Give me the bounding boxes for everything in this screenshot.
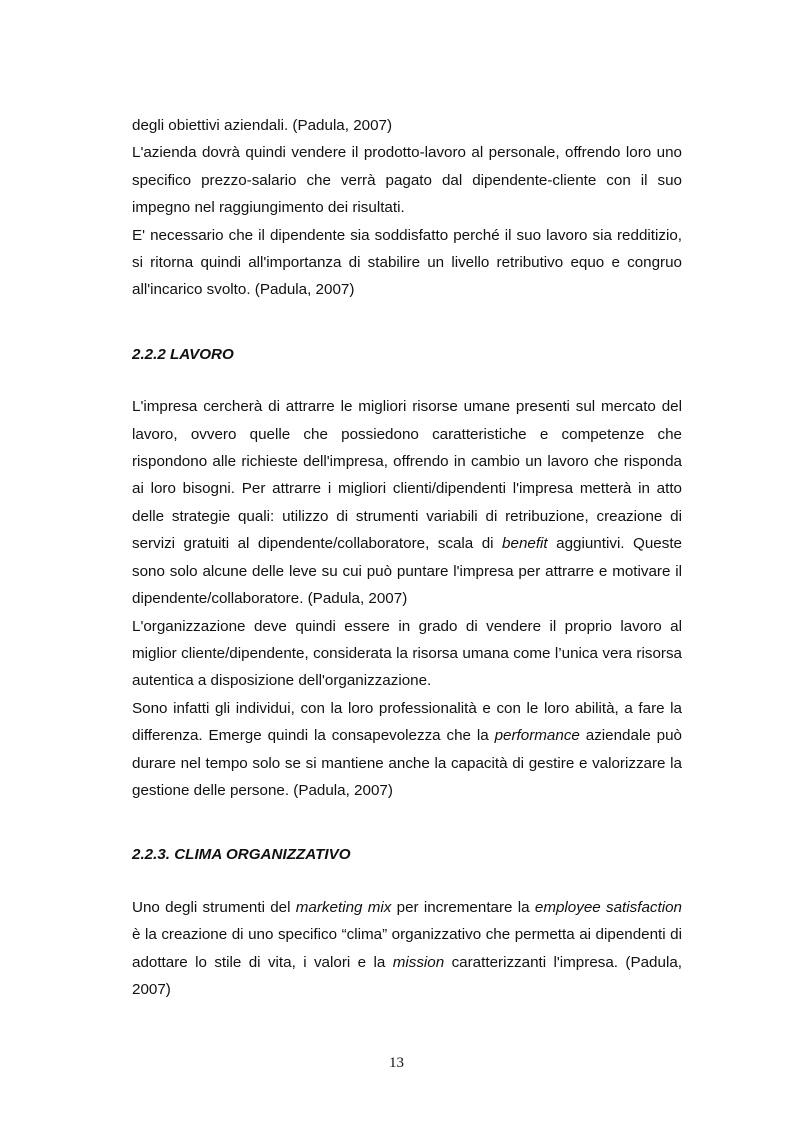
section-body-lavoro xyxy=(132,393,682,804)
section-heading-lavoro: 2.2.2 LAVORO xyxy=(132,345,234,363)
section-body-clima xyxy=(132,894,682,1004)
paragraph: E' necessario che il dipendente sia soddisfatto perché il suo lavoro sia redditizio, si ritorna quindi all'importanza di stabilire un livello retributivo equo e congruo all'incarico svolto. (Padula, 2007) xyxy=(132,226,682,299)
intro-paragraphs xyxy=(132,112,682,304)
italic-term: employee satisfaction xyxy=(534,898,682,916)
paragraph: degli obiettivi aziendali. (Padula, 2007) xyxy=(132,117,393,134)
page-content xyxy=(132,112,682,1003)
paragraph: L'organizzazione deve quindi essere in grado di vendere il proprio lavoro al miglior cliente/dipendente, considerata la risorsa umana come l’unica vera risorsa autentica a disposizione dell'organizzazione. xyxy=(132,617,682,690)
paragraph: L'impresa cercherà di attrarre le migliori risorse umane presenti sul mercato del lavoro, ovvero quelle che possiedono caratteristiche e competenze che rispondono alle richieste dell'impresa, offrendo in cambio un lavoro che risponda ai loro bisogni. Per attrarre i migliori clienti/dipendenti l'impresa metterà in atto delle strategie quali: utilizzo di strumenti variabili di retribuzione, creazione di servizi gratuiti al dipendente/collaboratore, scala di benefit aggiuntivi. Queste sono solo alcune delle leve su cui può puntare l'impresa per attrarre e motivare il dipendente/collaboratore. (Padula, 2007) xyxy=(132,398,682,608)
paragraph: Uno degli strumenti del marketing mix per incrementare la employee satisfaction è la creazione di uno specifico “clima” organizzativo che permetta ai dipendenti di adottare lo stile di vita, i valori e la mission caratterizzanti l'impresa. (Padula, 2007) xyxy=(132,898,682,998)
page-number: 13 xyxy=(389,1055,404,1071)
italic-term: mission xyxy=(392,953,445,971)
section-heading-clima: 2.2.3. CLIMA ORGANIZZATIVO xyxy=(132,846,351,864)
italic-term: marketing mix xyxy=(295,898,392,916)
italic-term: benefit xyxy=(502,535,548,553)
paragraph: Sono infatti gli individui, con la loro professionalità e con le loro abilità, a fare la differenza. Emerge quindi la consapevolezza che la performance aziendale può durare nel tempo solo se si mantiene anche la capacità di gestire e valorizzare la gestione delle persone. (Padula, 2007) xyxy=(132,699,682,799)
italic-term: performance xyxy=(494,727,580,745)
paragraph: L'azienda dovrà quindi vendere il prodotto-lavoro al personale, offrendo loro uno specifico prezzo-salario che verrà pagato dal dipendente-cliente con il suo impegno nel raggiungimento dei risultati. xyxy=(132,144,682,217)
